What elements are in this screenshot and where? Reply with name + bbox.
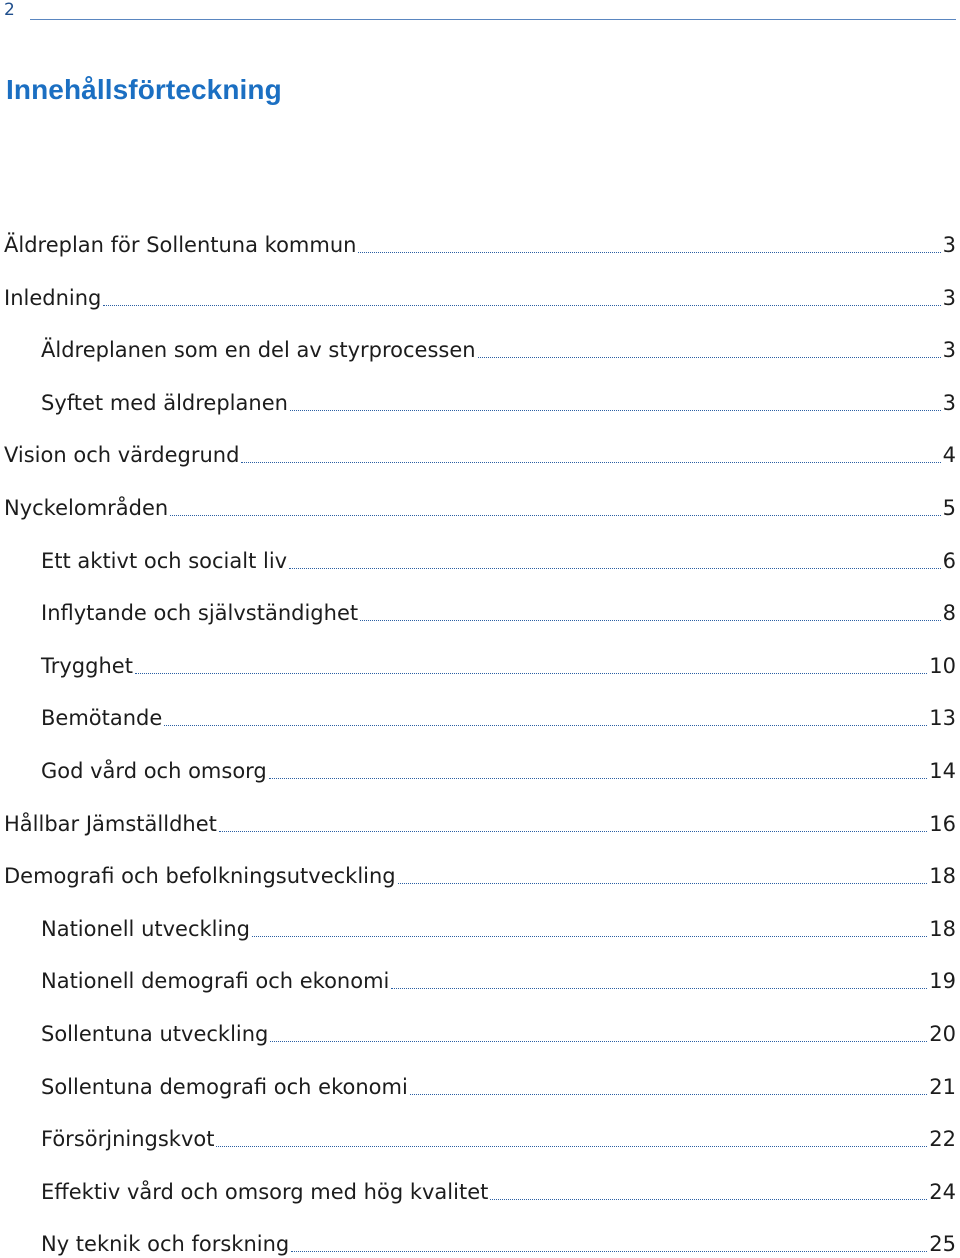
toc-entry[interactable] xyxy=(4,279,956,309)
dot-leader xyxy=(289,568,941,569)
toc-entry-label: Trygghet xyxy=(41,653,133,678)
toc-entry-label: Demografi och befolkningsutveckling xyxy=(4,864,396,889)
toc-entry-page-number: 4 xyxy=(942,443,956,468)
toc-entry-page-number: 20 xyxy=(929,1022,956,1046)
dot-leader xyxy=(358,252,940,253)
dot-leader xyxy=(490,1199,927,1200)
dot-leader xyxy=(241,462,940,463)
toc-entry[interactable] xyxy=(41,1225,956,1255)
toc-entry[interactable] xyxy=(41,594,956,624)
toc-entry[interactable] xyxy=(41,699,956,729)
toc-entry-page-number: 3 xyxy=(942,338,956,363)
dot-leader xyxy=(216,1146,927,1147)
toc-entry[interactable] xyxy=(4,436,956,466)
toc-entry-page-number: 3 xyxy=(942,233,956,257)
toc-entry-page-number: 18 xyxy=(929,864,956,889)
toc-entry-label: Ny teknik och forskning xyxy=(41,1232,290,1257)
dot-leader xyxy=(391,988,927,989)
toc-entry-label: Nationell utveckling xyxy=(41,916,250,941)
dot-leader xyxy=(170,515,940,516)
dot-leader xyxy=(410,1094,927,1095)
toc-entry[interactable] xyxy=(41,647,956,677)
toc-entry[interactable] xyxy=(41,384,956,414)
toc-entry-label: Inflytande och självständighet xyxy=(41,601,359,626)
toc-entry-page-number: 3 xyxy=(942,390,956,415)
dot-leader xyxy=(252,936,927,937)
toc-entry[interactable] xyxy=(41,910,956,940)
dot-leader xyxy=(269,778,928,779)
dot-leader xyxy=(398,883,928,884)
toc-entry-label: Vision och värdegrund xyxy=(4,443,240,468)
toc-entry-page-number: 22 xyxy=(929,1127,956,1152)
page-title: Innehållsförteckning xyxy=(6,74,282,105)
toc-entry-label: Nationell demografi och ekonomi xyxy=(41,969,390,994)
toc-entry-label: Effektiv vård och omsorg med hög kvalitet xyxy=(41,1179,489,1204)
dot-leader xyxy=(219,831,927,832)
toc-entry[interactable] xyxy=(41,1120,956,1150)
dot-leader xyxy=(103,305,940,306)
dot-leader xyxy=(291,1251,927,1252)
toc-entry[interactable] xyxy=(41,1173,956,1203)
toc-entry-label: Försörjningskvot xyxy=(41,1127,215,1152)
toc-entry[interactable] xyxy=(41,1068,956,1098)
toc-entry[interactable] xyxy=(41,1015,956,1045)
toc-entry-label: Sollentuna utveckling xyxy=(41,1022,269,1046)
toc-entry-page-number: 18 xyxy=(929,916,956,941)
toc-entry[interactable] xyxy=(4,226,956,256)
toc-entry-page-number: 19 xyxy=(929,969,956,994)
dot-leader xyxy=(290,410,941,411)
toc-entry[interactable] xyxy=(41,752,956,782)
toc-entry[interactable] xyxy=(41,331,956,361)
dot-leader xyxy=(135,673,927,674)
toc-entry-page-number: 5 xyxy=(942,496,956,520)
toc-entry[interactable] xyxy=(4,857,956,887)
toc-entry[interactable] xyxy=(4,805,956,835)
toc-entry-label: Ett aktivt och socialt liv xyxy=(41,548,288,573)
page-number: 2 xyxy=(4,0,15,20)
toc-entry-page-number: 21 xyxy=(929,1074,956,1099)
toc-entry-label: Syftet med äldreplanen xyxy=(41,390,288,415)
toc-entry[interactable] xyxy=(4,489,956,519)
dot-leader xyxy=(360,620,941,621)
toc-entry-page-number: 10 xyxy=(929,653,956,678)
toc-entry-label: Äldreplanen som en del av styrprocessen xyxy=(41,338,476,363)
dot-leader xyxy=(164,725,927,726)
toc-entry-label: God vård och omsorg xyxy=(41,759,267,783)
toc-entry-page-number: 8 xyxy=(942,601,956,626)
toc-entry-page-number: 13 xyxy=(929,706,956,731)
dot-leader xyxy=(270,1041,927,1042)
toc-entry-page-number: 6 xyxy=(942,548,956,573)
toc-entry-page-number: 14 xyxy=(929,759,956,783)
toc-entry-label: Nyckelområden xyxy=(4,496,169,520)
toc-entry-page-number: 3 xyxy=(942,285,956,310)
toc-entry-label: Bemötande xyxy=(41,706,163,731)
toc-entry-page-number: 25 xyxy=(929,1232,956,1257)
dot-leader xyxy=(478,357,941,358)
toc-entry[interactable] xyxy=(41,542,956,572)
toc-entry-page-number: 16 xyxy=(929,811,956,836)
toc-entry[interactable] xyxy=(41,962,956,992)
toc-entry-label: Inledning xyxy=(4,285,102,310)
toc-entry-label: Sollentuna demografi och ekonomi xyxy=(41,1074,408,1099)
toc-entry-label: Äldreplan för Sollentuna kommun xyxy=(4,233,357,257)
toc-entry-page-number: 24 xyxy=(929,1179,956,1204)
header-rule xyxy=(30,19,956,20)
toc-entry-label: Hållbar Jämställdhet xyxy=(4,811,217,836)
